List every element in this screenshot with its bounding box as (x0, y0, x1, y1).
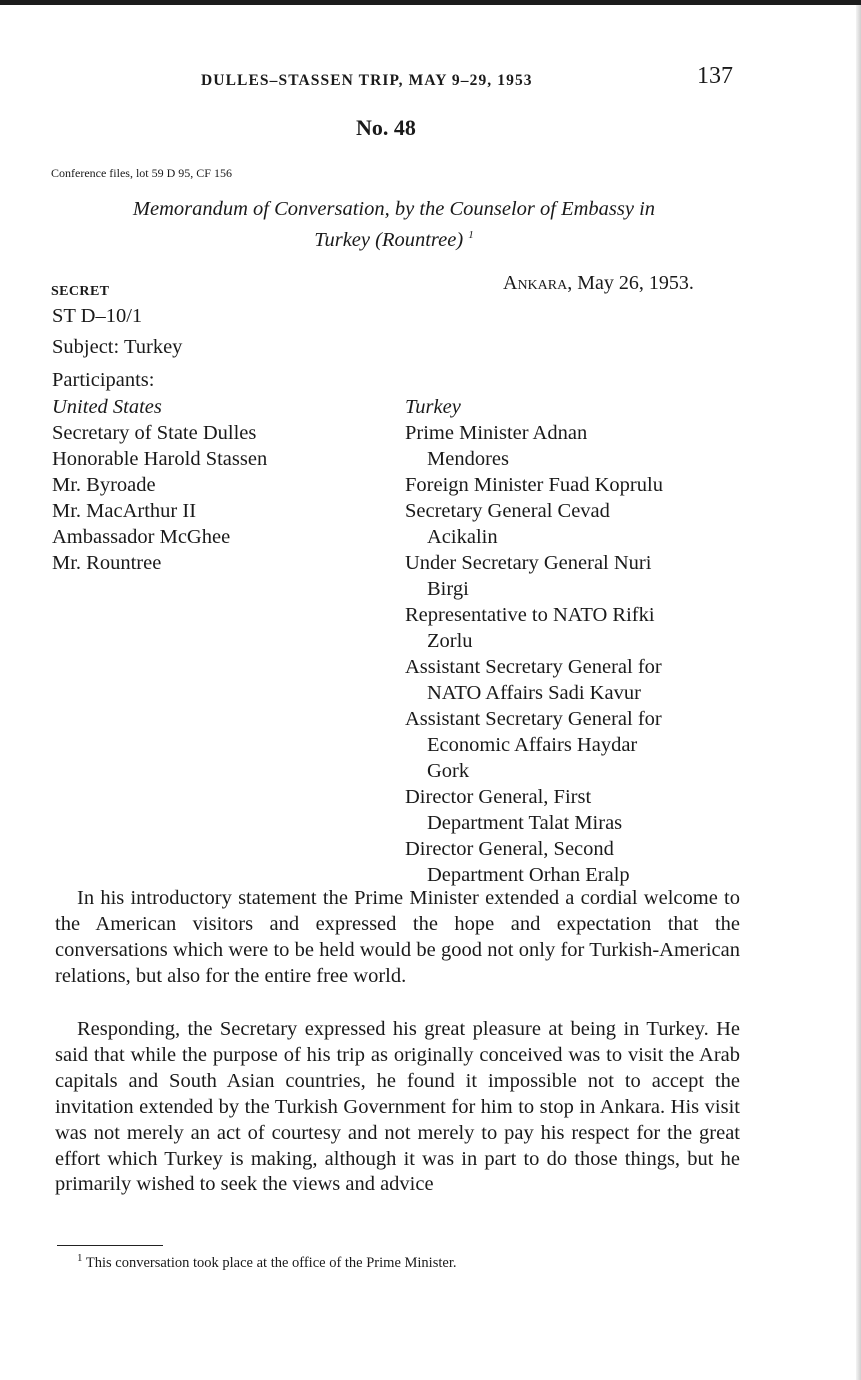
title-text: Turkey (Rountree) (314, 228, 464, 251)
turkey-participant: Prime Minister Adnan (405, 422, 588, 444)
subject-line: Subject: Turkey (52, 336, 183, 358)
footnote (77, 1252, 456, 1272)
turkey-heading: Turkey (405, 396, 461, 418)
us-participant: Secretary of State Dulles (52, 422, 257, 444)
turkey-participant-cont: Department Talat Miras (427, 812, 623, 834)
turkey-participant: Director General, Second (405, 838, 614, 860)
footnote-text: This conversation took place at the office of the Prime Minister. (85, 1254, 457, 1271)
document-title-line-2 (40, 222, 748, 253)
classification: SECRET (51, 284, 110, 299)
us-participant: Mr. Byroade (52, 474, 156, 496)
turkey-participant: Director General, First (405, 786, 592, 808)
date: , May 26, 1953. (567, 272, 694, 294)
turkey-participant-cont: NATO Affairs Sadi Kavur (427, 682, 641, 704)
document-title-line-1: Memorandum of Conversation, by the Counselor of Embassy in (132, 198, 656, 220)
turkey-participant-cont: Birgi (427, 578, 469, 600)
body-paragraph-1 (55, 886, 740, 990)
turkey-participant-cont: Acikalin (427, 526, 498, 548)
body-paragraph-2 (55, 1017, 740, 1198)
place-date (503, 272, 694, 295)
turkey-participant-cont: Mendores (427, 448, 509, 470)
us-participant: Honorable Harold Stassen (52, 448, 268, 470)
turkey-participant: Secretary General Cevad (405, 500, 610, 522)
us-heading: United States (52, 396, 162, 418)
reference-number: ST D–10/1 (52, 305, 143, 327)
document-number: No. 48 (356, 115, 416, 140)
turkey-participant-cont: Gork (427, 760, 470, 782)
turkey-participant: Under Secretary General Nuri (405, 552, 652, 574)
source-citation: Conference files, lot 59 D 95, CF 156 (51, 166, 232, 180)
turkey-participant: Assistant Secretary General for (405, 708, 662, 730)
running-head: DULLES–STASSEN TRIP, MAY 9–29, 1953 (201, 72, 533, 89)
page-number: 137 (697, 63, 733, 89)
turkey-participant-cont: Zorlu (427, 630, 473, 652)
page-top-edge (0, 0, 861, 5)
turkey-participant-cont: Department Orhan Eralp (427, 864, 630, 886)
turkey-participant: Foreign Minister Fuad Koprulu (405, 474, 663, 496)
footnote-rule (57, 1245, 163, 1246)
us-participants-column (52, 394, 267, 576)
us-participant: Mr. MacArthur II (52, 500, 197, 522)
turkey-participants-column (405, 394, 663, 888)
paragraph-text: Responding, the Secretary expressed his great pleasure at being in Turkey. He said that while the purpose of his trip as originally conceived was to visit the Arab capitals and South Asian countries, he found it impossible not to accept the invitation extended by the Turkish Government for him to stop in Ankara. His visit was not merely an act of courtesy and not merely to pay his respect for the great effort which Turkey is making, although it was in part to do those things, but he primarily wished to seek the views and advice (55, 1018, 740, 1196)
us-participant: Mr. Rountree (52, 552, 162, 574)
turkey-participant: Representative to NATO Rifki (405, 604, 655, 626)
participants-label: Participants: (52, 369, 155, 391)
us-participant: Ambassador McGhee (52, 526, 231, 548)
place: Ankara (503, 272, 568, 294)
title-footnote-mark: 1 (468, 229, 474, 241)
turkey-participant: Assistant Secretary General for (405, 656, 662, 678)
turkey-participant-cont: Economic Affairs Haydar (427, 734, 638, 756)
paragraph-text: In his introductory statement the Prime Minister extended a cordial welcome to the American visitors and expressed the hope and expectation that the conversations which were to be held would be good not only for Turkish-American relations, but also for the entire free world. (55, 887, 740, 987)
page-right-edge (856, 5, 861, 1380)
footnote-mark: 1 (77, 1252, 83, 1264)
